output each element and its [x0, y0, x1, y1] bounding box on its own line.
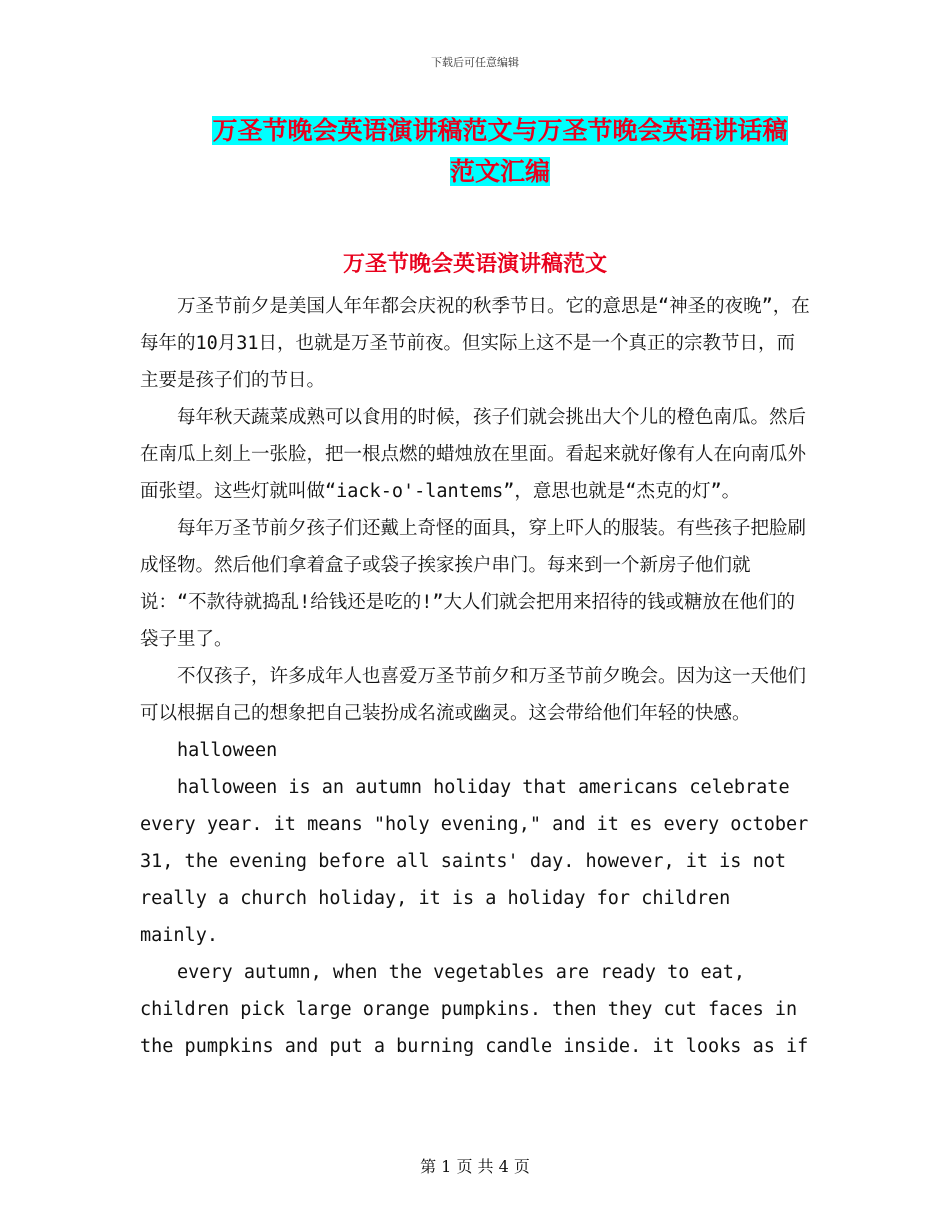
body-text — [140, 288, 812, 1065]
paragraph-english-heading: halloween — [177, 740, 278, 761]
header-note: 下载后可任意编辑 — [431, 56, 519, 69]
section-title: 万圣节晚会英语演讲稿范文 — [342, 251, 607, 277]
page-number: 第 1 页 共 4 页 — [420, 1157, 530, 1176]
document-title-line-2: 范文汇编 — [449, 157, 550, 186]
paragraph-english: every autumn, when the vegetables are ready to eat, children pick large orange pumpkins. then they cut faces in the pumpkins and put a burning candle inside. it looks as if — [140, 962, 809, 1057]
paragraph: 万圣节前夕是美国人年年都会庆祝的秋季节日。它的意思是“神圣的夜晚”，在每年的10月31日，也就是万圣节前夜。但实际上这不是一个真正的宗教节日，而主要是孩子们的节日。 — [140, 296, 810, 391]
paragraph: 不仅孩子，许多成年人也喜爱万圣节前夕和万圣节前夕晚会。因为这一天他们可以根据自己的想象把自己装扮成名流或幽灵。这会带给他们年轻的快感。 — [140, 666, 807, 724]
paragraph: 每年万圣节前夕孩子们还戴上奇怪的面具，穿上吓人的服装。有些孩子把脸刷成怪物。然后他们拿着盒子或袋子挨家挨户串门。每来到一个新房子他们就说：“不款待就捣乱!给钱还是吃的!”大人们就会把用来招待的钱或糖放在他们的袋子里了。 — [140, 518, 807, 650]
paragraph-english: halloween is an autumn holiday that americans celebrate every year. it means "holy evening," and it es every october 31, the evening before all saints' day. however, it is not really a church holiday, it is a holiday for children mainly. — [140, 777, 809, 946]
document-title — [150, 110, 850, 192]
paragraph: 每年秋天蔬菜成熟可以食用的时候，孩子们就会挑出大个儿的橙色南瓜。然后在南瓜上刻上一张脸，把一根点燃的蜡烛放在里面。看起来就好像有人在向南瓜外面张望。这些灯就叫做“iack-o'-lantems”，意思也就是“杰克的灯”。 — [140, 407, 807, 502]
document-title-line-1: 万圣节晚会英语演讲稿范文与万圣节晚会英语讲话稿 — [212, 116, 788, 145]
